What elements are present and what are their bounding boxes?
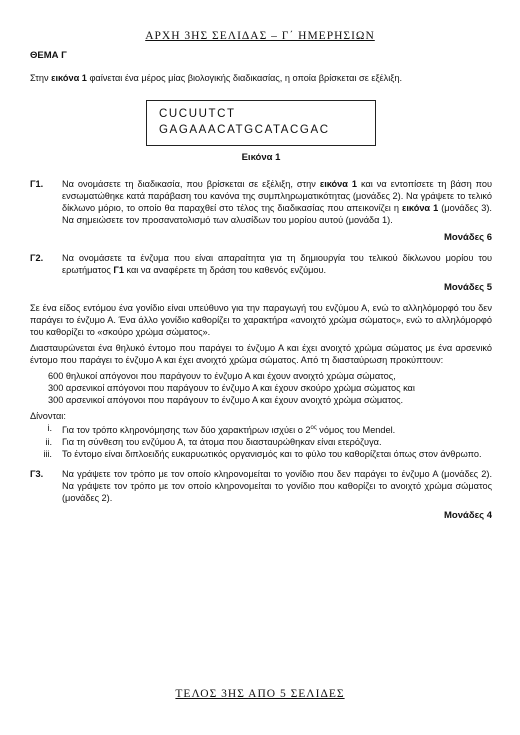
- offspring-line-1: 600 θηλυκοί απόγονοι που παράγουν το ένζυμο Α και έχουν ανοιχτό χρώμα σώματος,: [48, 371, 396, 381]
- question-g3: [30, 468, 492, 504]
- intro-figure-ref: εικόνα 1: [51, 73, 87, 83]
- theme-title: ΘΕΜΑ Γ: [30, 50, 67, 61]
- given-title: Δίνονται:: [30, 411, 66, 421]
- problem-paragraph-1: Σε ένα είδος εντόμου ένα γονίδιο είναι υπεύθυνο για την παραγωγή του ενζύμου Α, ενώ το αλληλόμορφό του δεν παράγει το ένζυμο Α. Ένα άλλο γονίδιο καθορίζει το χαρακτήρα «ανοιχτό χρώμα σώματος», ενώ το αλληλόμορφό του καθορίζει το «σκούρο χρώμα σώματος».: [30, 303, 492, 337]
- intro-text: Στην: [30, 73, 52, 83]
- question-label: Γ1.: [30, 179, 44, 189]
- given-item-number: i.: [47, 423, 52, 433]
- given-item-i: [30, 422, 492, 436]
- question-label: Γ2.: [30, 253, 44, 263]
- marks-g3: Μονάδες 4: [444, 510, 492, 522]
- question-g1: [30, 178, 492, 226]
- question-text: Να ονομάσετε τα ένζυμα που είναι απαραίτητα για τη δημιουργία του τελικού δίκλωνου μορίου του ερωτήματος Γ1 και να αναφέρετε τη δράση του καθενός ενζύμου.: [62, 253, 492, 275]
- given-item-ii: [30, 436, 492, 448]
- sequence-box: [146, 100, 376, 146]
- page-content: [30, 50, 492, 530]
- problem-paragraph-2: Διασταυρώνεται ένα θηλυκό έντομο που παράγει το ένζυμο Α και έχει ανοιχτό χρώμα σώματος με ένα αρσενικό έντομο που παράγει το ένζυμο Α και έχει ανοιχτό χρώμα σώματος. Από τη διασταύρωση προκύπτουν:: [30, 343, 492, 365]
- given-item-number: ii.: [45, 437, 52, 448]
- marks-g2: Μονάδες 5: [444, 282, 492, 293]
- given-item-number: iii.: [43, 449, 52, 460]
- sequence-line-2: GAGAAACATGCATACGAC: [159, 124, 330, 136]
- page-footer: ΤΕΛΟΣ 3ΗΣ ΑΠΟ 5 ΣΕΛΙΔΕΣ: [175, 688, 345, 700]
- figure-caption: Εικόνα 1: [241, 152, 281, 163]
- offspring-line-2: 300 αρσενικοί απόγονοι που παράγουν το ένζυμο Α και έχουν σκούρο χρώμα σώματος και: [48, 383, 415, 393]
- given-item-iii: [30, 448, 492, 460]
- question-g2: [30, 252, 492, 276]
- question-label: Γ3.: [30, 469, 44, 480]
- sequence-line-1: CUCUUTCT: [159, 108, 236, 120]
- given-item-text: Το έντομο είναι διπλοειδής ευκαρυωτικός οργανισμός και το φύλο του καθορίζεται όπως στον άνθρωπο.: [62, 449, 482, 460]
- intro-text-end: φαίνεται ένα μέρος μίας βιολογικής διαδικασίας, η οποία βρίσκεται σε εξέλιξη.: [86, 73, 403, 83]
- intro-paragraph: [30, 72, 492, 84]
- question-text: Να γράψετε τον τρόπο με τον οποίο κληρονομείται το γονίδιο που δεν παράγει το ένζυμο Α (μονάδες 2). Να γράψετε τον τρόπο με τον οποίο κληρονομείται το γονίδιο που καθορίζει το ανοιχτό χρώμα σώματος (μονάδες 2).: [62, 469, 492, 504]
- marks-g1: Μονάδες 6: [444, 232, 492, 243]
- given-item-text: Για τον τρόπο κληρονόμησης των δύο χαρακτήρων ισχύει ο $2^{o\varsigma}$ νόμος του Mendel.: [62, 425, 396, 436]
- question-text: Να ονομάσετε τη διαδικασία, που βρίσκεται σε εξέλιξη, στην εικόνα 1 και να εντοπίσετε τη βάση που ενσωματώθηκε κατά παράβαση του κανόνα της συμπληρωματικότητας (μονάδες 2). Να γράψετε το τελικό δίκλωνο μόριο, το οποίο θα παραχθεί στο τέλος της διαδικασίας που απεικονίζει η εικόνα 1 (μονάδες 3). Να σημειώσετε τον προσανατολισμό των αλυσίδων του μορίου αυτού (μονάδα 1).: [62, 179, 492, 225]
- page-header: ΑΡΧΗ 3ΗΣ ΣΕΛΙΔΑΣ – Γ΄ ΗΜΕΡΗΣΙΩΝ: [145, 30, 375, 42]
- offspring-line-3: 300 αρσενικοί απόγονοι που παράγουν το ένζυμο Α και έχουν ανοιχτό χρώμα σώματος.: [48, 395, 404, 405]
- given-item-text: Για τη σύνθεση του ενζύμου Α, τα άτομα που διασταυρώθηκαν είναι ετερόζυγα.: [62, 437, 382, 448]
